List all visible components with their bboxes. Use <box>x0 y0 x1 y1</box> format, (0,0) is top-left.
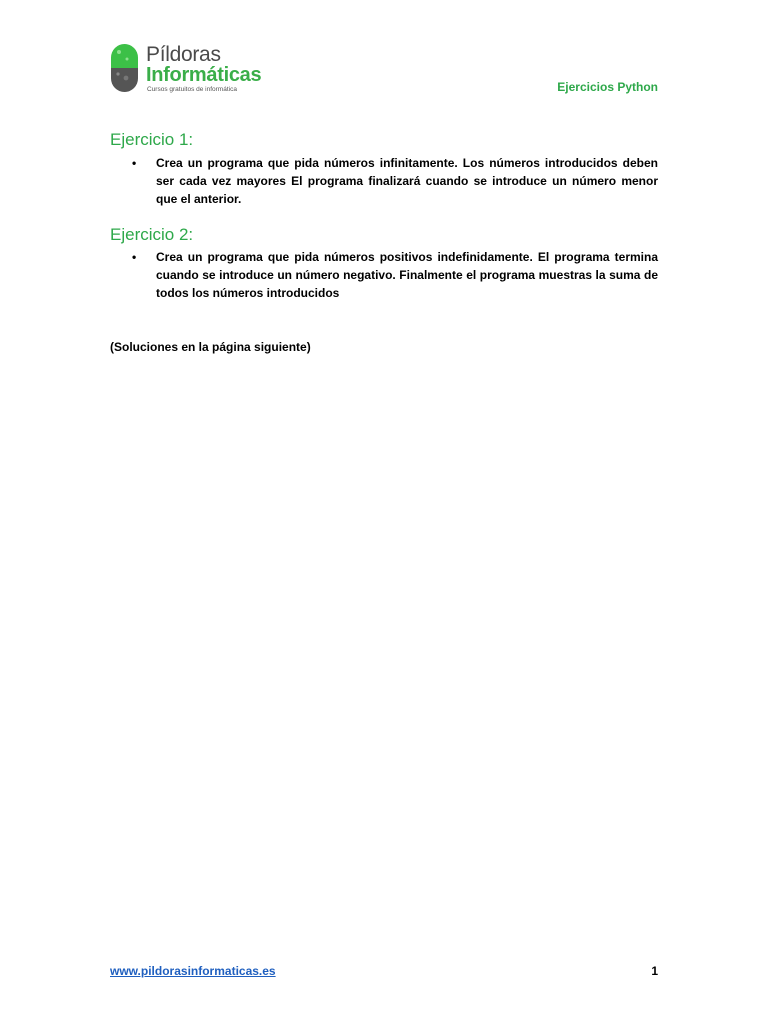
solutions-note: (Soluciones en la página siguiente) <box>110 340 311 354</box>
logo-tagline: Cursos gratuitos de informática <box>147 86 237 93</box>
list-item <box>110 248 658 302</box>
exercise-2-list <box>110 248 658 302</box>
exercise-1-title: Ejercicio 1: <box>110 130 194 149</box>
exercise-1-list <box>110 154 658 208</box>
logo-title-line1: Píldoras <box>146 43 221 66</box>
document-header-title: Ejercicios Python <box>557 80 658 94</box>
logo-title-line2: Informáticas <box>146 64 262 86</box>
exercise-2-title: Ejercicio 2: <box>110 225 194 244</box>
exercise-2-text: Crea un programa que pida números positivos indefinidamente. El programa termina cuando se introduce un número negativo. Finalmente el programa muestras la suma de todos los números introducidos <box>156 250 658 300</box>
pill-logo-icon <box>111 44 138 92</box>
brand-logo <box>111 44 271 94</box>
list-item <box>110 154 658 208</box>
website-link[interactable]: www.pildorasinformaticas.es <box>110 964 276 978</box>
exercise-1-text: Crea un programa que pida números infinitamente. Los números introducidos deben ser cada vez mayores El programa finalizará cuando se introduce un número menor que el anterior. <box>156 156 658 206</box>
bullet-icon: • <box>132 156 137 170</box>
page-number: 1 <box>651 964 658 978</box>
bullet-icon: • <box>132 250 137 264</box>
